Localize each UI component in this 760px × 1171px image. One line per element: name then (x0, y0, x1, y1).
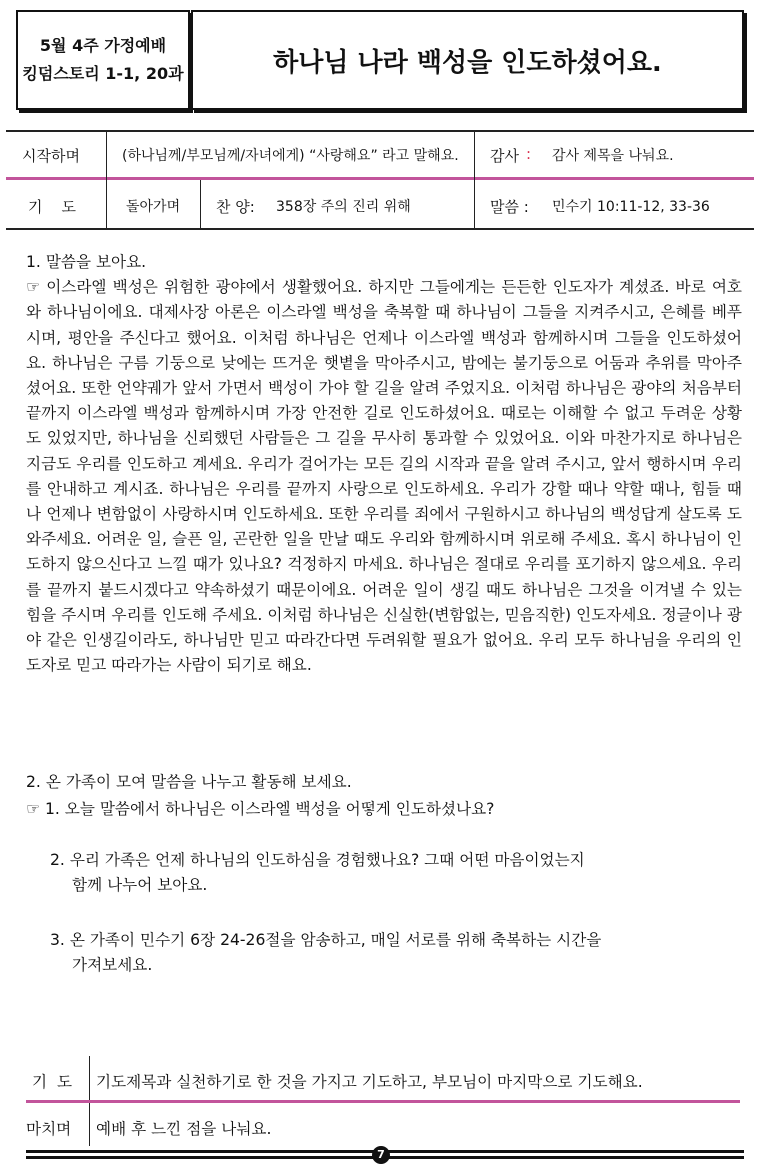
table-middle-rule (26, 1100, 740, 1103)
table-middle-rule (6, 177, 754, 180)
closing-text: 예배 후 느낀 점을 나눠요. (96, 1120, 272, 1138)
worship-order-table (6, 130, 754, 230)
thanks-label: 감사 (490, 147, 519, 165)
week-label: 5월 4주 가정예배 (39, 36, 167, 55)
question-1 (26, 797, 494, 822)
hymn-label: 찬 양: (216, 198, 255, 216)
section1-text: 이스라엘 백성은 위험한 광야에서 생활했어요. 하지만 그들에게는 든든한 인도자가 계셨죠. 바로 여호와 하나님이에요. 대제사장 아론은 이스라엘 백성을 축복할 때 하나님이 그들을 지켜주시고, 은혜를 베푸시며, 평안을 주신다고 했어요. 이처럼 하나님은 언제나 이스라엘 백성과 함께하시며 그들을 인도하셨어요. 하나님은 구름 기둥으로 낮에는 뜨거운 햇볕을 막아주시고, 밤에는 불기둥으로 어둠과 추위를 막아주셨어요. 또한 언약궤가 앞서 가면서 백성이 가야 할 길을 알려 주었지요. 이처럼 하나님은 광야의 처음부터 끝까지 이스라엘 백성과 함께하시며 가장 안전한 길로 인도하셨어요. 때로는 이해할 수 없고 두려운 상황도 있었지만, 하나님을 신뢰했던 사람들은 그 길을 무사히 통과할 수 있었어요. 이와 마찬가지로 하나님은 지금도 우리를 인도하고 계세요. 우리가 걸어가는 모든 길의 시작과 끝을 알려 주시고, 앞서 행하시며 우리를 안내하고 계시죠. 하나님은 우리를 끝까지 사랑으로 인도하세요. 우리가 강할 때나 약할 때나, 힘들 때나 언제나 변함없이 사랑하시며 인도하세요. 또한 우리를 죄에서 구원하시고 하나님의 백성답게 살도록 도와주세요. 어려운 일, 슬픈 일, 곤란한 일을 만날 때도 우리와 함께하시며 위로해 주세요. 혹시 하나님이 인도하지 않으신다고 느낄 때가 있나요? 걱정하지 마세요. 하나님은 절대로 우리를 포기하지 않으세요. 우리를 끝까지 붙드시겠다고 약속하셨기 때문이에요. 어려운 일이 생길 때도 하나님은 그것을 이겨낼 수 있는 힘을 주시며 우리를 인도해 주세요. 이처럼 하나님은 신실한(변함없는, 믿음직한) 인도자세요. 정글이나 광야 같은 인생길이라도, 하나님만 믿고 따라간다면 두려워할 필요가 없어요. 우리 모두 하나님을 우리의 인도자로 믿고 따라가는 사람이 되기로 해요. (26, 278, 742, 675)
closing-prayer-text: 기도제목과 실천하기로 한 것을 가지고 기도하고, 부모님이 마지막으로 기도해요. (96, 1073, 643, 1091)
section1-paragraph (26, 275, 742, 678)
word-label: 말씀 : (490, 198, 529, 216)
section1-heading: 1. 말씀을 보아요. (26, 253, 147, 271)
thanks-colon: : (526, 145, 532, 163)
question-2-line1: 2. 우리 가족은 언제 하나님의 인도하심을 경험했나요? 그때 어떤 마음이었는지 (50, 851, 585, 869)
table-bottom-rule (6, 228, 754, 230)
page-title: 하나님 나라 백성을 인도하셨어요. (273, 47, 662, 78)
word-text: 민수기 10:11-12, 33-36 (552, 199, 710, 215)
column-divider (200, 180, 201, 228)
question-1-text: 1. 오늘 말씀에서 하나님은 이스라엘 백성을 어떻게 인도하셨나요? (44, 800, 495, 818)
title-box (191, 10, 744, 110)
question-2-line2: 함께 나누어 보아요. (72, 876, 208, 894)
round-label: 돌아가며 (126, 199, 181, 215)
hymn-text: 358장 주의 진리 위해 (276, 199, 411, 215)
pointing-hand-icon: ☞ (26, 800, 40, 818)
series-label: 킹덤스토리 1-1, 20과 (22, 64, 184, 83)
prayer-label: 기 도 (28, 198, 77, 216)
closing-prayer-label: 기 도 (32, 1073, 73, 1091)
pointing-hand-icon: ☞ (26, 278, 40, 297)
column-divider (106, 132, 107, 228)
question-3-line1: 3. 온 가족이 민수기 6장 24-26절을 암송하고, 매일 서로를 위해 축복하는 시간을 (50, 931, 602, 949)
thanks-text: 감사 제목을 나눠요. (552, 148, 674, 164)
start-text: (하나님께/부모님께/자녀에게) “사랑해요” 라고 말해요. (122, 148, 459, 164)
question-3-line2: 가져보세요. (72, 956, 153, 974)
section-word (26, 250, 742, 678)
closing-table (26, 1056, 740, 1146)
table-top-rule (6, 130, 754, 132)
start-label: 시작하며 (22, 147, 80, 165)
page-number: 7 (372, 1146, 390, 1164)
closing-label: 마치며 (26, 1120, 72, 1138)
section2-heading: 2. 온 가족이 모여 말씀을 나누고 활동해 보세요. (26, 773, 352, 791)
worship-info-box (16, 10, 190, 110)
column-divider (474, 132, 475, 228)
